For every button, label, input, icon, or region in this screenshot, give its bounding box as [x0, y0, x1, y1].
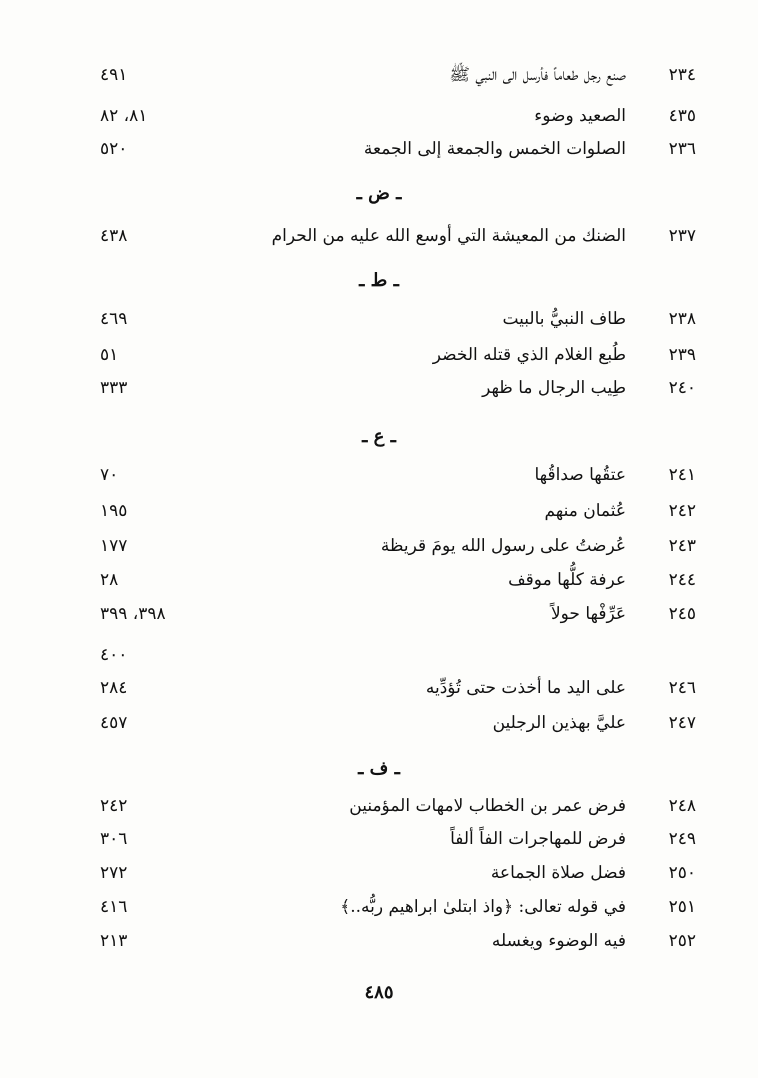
entry-number: ٢٤٩	[668, 829, 696, 849]
entry-pages: ٢٧٢	[100, 863, 128, 883]
entry-number: ٢٤١	[668, 465, 696, 485]
index-entry	[0, 494, 758, 528]
entry-text: الصلوات الخمس والجمعة إلى الجمعة	[363, 139, 626, 159]
entry-number: ٢٣٦	[668, 139, 696, 159]
entry-text: طِيب الرجال ما ظهر	[482, 378, 626, 398]
entry-pages: ٥٢٠	[100, 139, 128, 159]
entry-pages: ٢٨٤	[100, 678, 128, 698]
index-entry-continuation	[0, 638, 758, 672]
entry-number: ٢٤٦	[668, 678, 696, 698]
entry-number: ٢٥٠	[668, 863, 696, 883]
section-heading-ta: ـ ط ـ	[359, 270, 399, 291]
entry-pages: ٤٦٩	[100, 309, 128, 329]
entry-pages: ٢٨	[100, 570, 119, 590]
entry-pages: ٣٣٣	[100, 378, 128, 398]
entry-number: ٢٥١	[668, 897, 696, 917]
entry-pages: ٤٣٨	[100, 226, 128, 246]
entry-pages: ٣٩٨، ٣٩٩	[100, 604, 166, 624]
index-entry	[0, 58, 758, 92]
entry-text: فرض للمهاجرات الفاً ألفاً	[450, 829, 626, 849]
entry-pages: ٤١٦	[100, 897, 128, 917]
index-entry	[0, 890, 758, 924]
entry-text: طُبع الغلام الذي قتله الخضر	[432, 345, 626, 365]
index-entry	[0, 371, 758, 405]
entry-text: في قوله تعالى: ﴿واذ ابتلىٰ ابراهيم ربُّه..﴾	[340, 897, 626, 917]
entry-pages: ٤٩١	[100, 65, 128, 85]
entry-text: فيه الوضوء ويغسله	[491, 931, 626, 951]
entry-number: ٢٤٨	[668, 796, 696, 816]
entry-text: طاف النبيُّ بالبيت	[502, 309, 626, 329]
index-entry	[0, 563, 758, 597]
entry-pages: ١٩٥	[100, 501, 128, 521]
index-entry	[0, 856, 758, 890]
entry-pages: ٤٥٧	[100, 713, 128, 733]
entry-pages: ٢٤٢	[100, 796, 128, 816]
entry-number: ٢٣٩	[668, 345, 696, 365]
index-entry	[0, 458, 758, 492]
entry-number: ٢٤٠	[668, 378, 696, 398]
index-entry	[0, 338, 758, 372]
index-entry	[0, 671, 758, 705]
entry-text: عُرضتُ على رسول الله يومَ قريظة	[380, 536, 626, 556]
index-entry	[0, 132, 758, 166]
entry-number: ٢٤٣	[668, 536, 696, 556]
section-heading-dad: ـ ض ـ	[356, 183, 402, 204]
index-entry	[0, 219, 758, 253]
entry-number: ٢٣٤	[668, 65, 696, 85]
page-number: ٤٨٥	[364, 982, 394, 1003]
section-heading-ain: ـ ع ـ	[362, 426, 396, 447]
entry-text: صنع رجل طعاماً فأرسل الى النبي ﷺ	[449, 65, 626, 85]
entry-number: ٢٤٧	[668, 713, 696, 733]
entry-pages-continuation: ٤٠٠	[100, 645, 128, 665]
entry-number: ٢٤٥	[668, 604, 696, 624]
entry-text: عليَّ بهذين الرجلين	[492, 713, 626, 733]
entry-number: ٢٤٤	[668, 570, 696, 590]
index-entry	[0, 789, 758, 823]
index-entry	[0, 529, 758, 563]
entry-text: عرفة كلُّها موقف	[508, 570, 626, 590]
section-heading-fa: ـ ف ـ	[358, 758, 400, 779]
entry-pages: ٣٠٦	[100, 829, 128, 849]
entry-text: عَرِّفْها حولاً	[550, 604, 626, 624]
entry-text: فرض عمر بن الخطاب لامهات المؤمنين	[349, 796, 626, 816]
index-entry	[0, 597, 758, 631]
entry-text: الصعيد وضوء	[534, 106, 626, 126]
entry-text: عتقُها صداقُها	[534, 465, 626, 485]
entry-text: على اليد ما أخذت حتى تُؤدِّيه	[425, 678, 626, 698]
entry-number: ٤٣٥	[668, 106, 696, 126]
index-entry	[0, 99, 758, 133]
entry-number: ٢٥٢	[668, 931, 696, 951]
index-entry	[0, 302, 758, 336]
index-entry	[0, 706, 758, 740]
entry-pages: ١٧٧	[100, 536, 128, 556]
index-entry	[0, 822, 758, 856]
entry-pages: ٧٠	[100, 465, 119, 485]
entry-pages: ٢١٣	[100, 931, 128, 951]
entry-number: ٢٣٧	[668, 226, 696, 246]
entry-number: ٢٤٢	[668, 501, 696, 521]
entry-pages: ٥١	[100, 345, 119, 365]
entry-number: ٢٣٨	[668, 309, 696, 329]
entry-text: الضنك من المعيشة التي أوسع الله عليه من الحرام	[271, 226, 626, 246]
entry-text: فضل صلاة الجماعة	[490, 863, 626, 883]
entry-pages: ٨١، ٨٢	[100, 106, 148, 126]
entry-text: عُثمان منهم	[544, 501, 626, 521]
index-entry	[0, 924, 758, 958]
